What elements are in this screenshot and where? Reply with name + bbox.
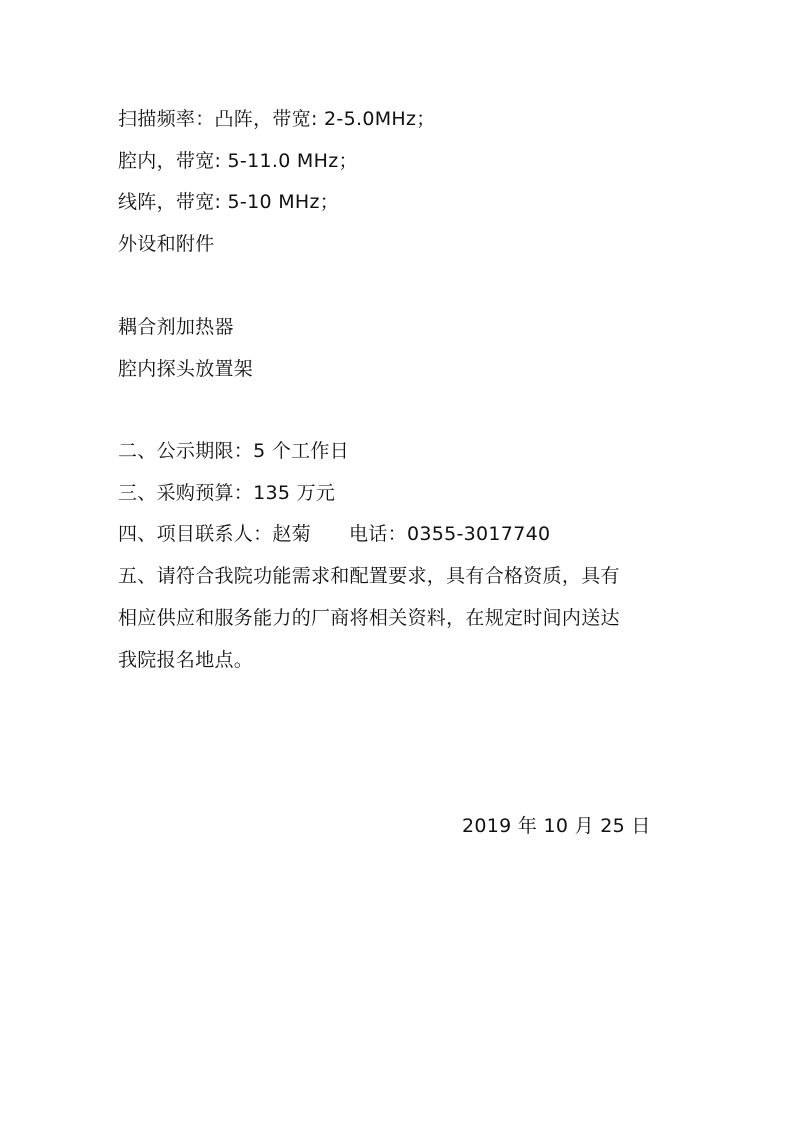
section-budget: 三、采购预算：135 万元 [118, 482, 336, 504]
section-contact: 四、项目联系人：赵菊 电话：0355-3017740 [118, 523, 551, 545]
section-requirement-line: 五、请符合我院功能需求和配置要求，具有合格资质，具有 [118, 565, 620, 587]
spec-scan-frequency: 扫描频率：凸阵，带宽: 2-5.0MHz； [118, 108, 436, 130]
section-publicity-period: 二、公示期限：5 个工作日 [118, 440, 350, 462]
accessory-item: 耦合剂加热器 [118, 316, 234, 338]
peripherals-heading: 外设和附件 [118, 233, 215, 255]
spec-linear-bandwidth: 线阵，带宽: 5-10 MHz； [118, 191, 340, 213]
accessory-item: 腔内探头放置架 [118, 358, 254, 380]
section-requirement-line: 相应供应和服务能力的厂商将相关资料，在规定时间内送达 [118, 607, 620, 629]
spec-cavity-bandwidth: 腔内，带宽: 5-11.0 MHz； [118, 150, 358, 172]
document-date: 2019 年 10 月 25 日 [462, 815, 651, 837]
section-requirement-line: 我院报名地点。 [118, 649, 254, 671]
